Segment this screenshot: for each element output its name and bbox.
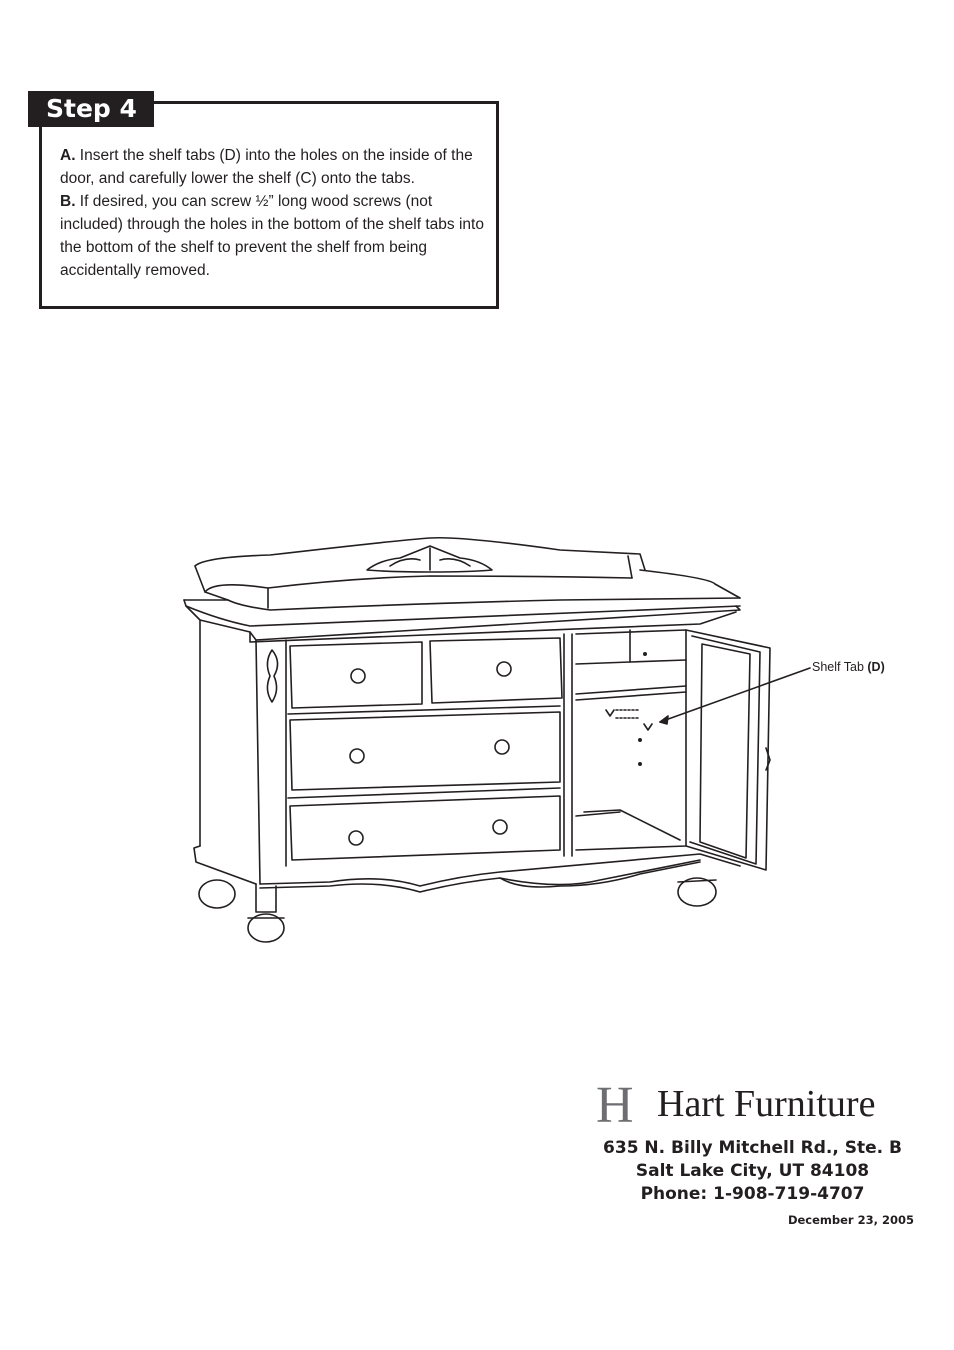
step-a-label: A. bbox=[60, 147, 76, 164]
shelf-tab-part-letter: (D) bbox=[867, 660, 885, 674]
address-line-2: Salt Lake City, UT 84108 bbox=[635, 1161, 870, 1181]
address-phone: Phone: 1-908-719-4707 bbox=[640, 1184, 865, 1204]
logo-name: Hart Furniture bbox=[657, 1083, 876, 1125]
step-title: Step 4 bbox=[28, 91, 154, 127]
logo-letter: H bbox=[596, 1077, 634, 1134]
address-line-1: 635 N. Billy Mitchell Rd., Ste. B bbox=[603, 1138, 902, 1158]
step-a-text: Insert the shelf tabs (D) into the holes on the inside of the door, and carefully lower the shelf (C) onto the tabs. bbox=[60, 147, 473, 187]
step-b-label: B. bbox=[60, 193, 76, 210]
step-b-text: If desired, you can screw ½” long wood screws (not included) through the holes in the bottom of the shelf tabs into the bottom of the shelf to prevent the shelf from being accidentally removed. bbox=[60, 193, 484, 279]
document-date: December 23, 2005 bbox=[787, 1213, 914, 1227]
shelf-tab-label: Shelf Tab (D) bbox=[812, 660, 885, 674]
company-address bbox=[590, 1137, 915, 1206]
hart-furniture-logo bbox=[596, 1077, 916, 1134]
